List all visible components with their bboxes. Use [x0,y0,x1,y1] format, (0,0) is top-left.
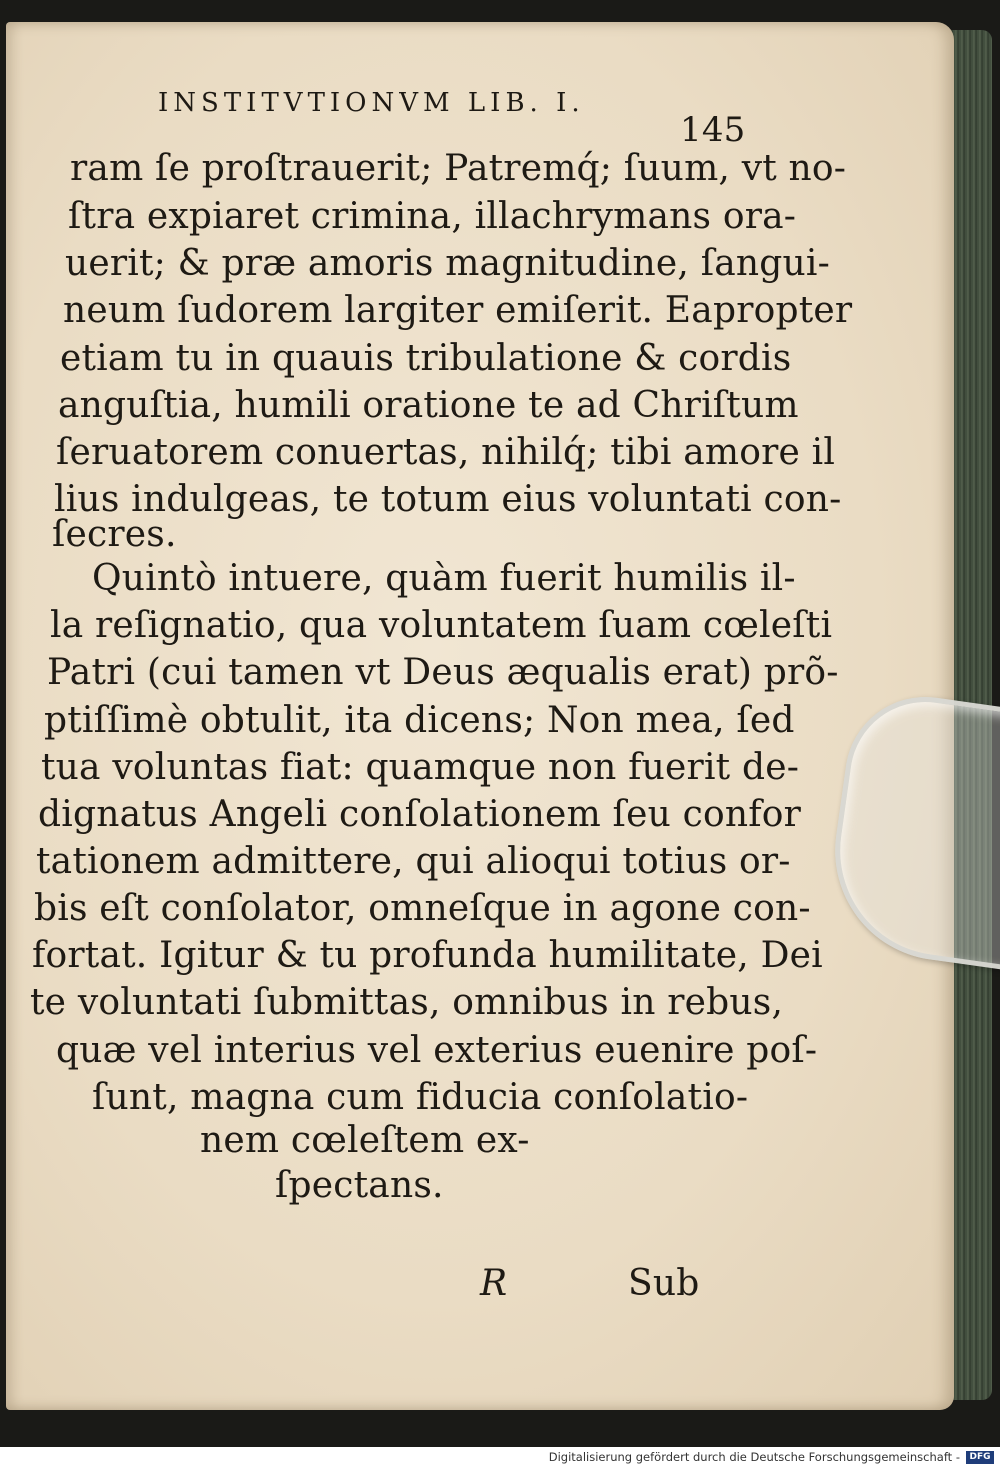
running-head: INSTITVTIONVM LIB. I. [158,88,585,118]
page-number: 145 [680,110,746,150]
text-line: Patri (cui tamen vt Deus æqualis erat) prõ- [47,652,839,693]
text-line: Quintò intuere, quàm fuerit humilis il- [92,558,796,599]
signature-mark: R [480,1263,508,1304]
catchword: Sub [628,1263,700,1304]
text-line: ram ſe proſtrauerit; Patremq́; ſuum, vt no- [70,148,847,189]
text-line: uerit; & præ amoris magnitudine, ſangui- [65,243,831,284]
text-line: lius indulgeas, te totum eius voluntati con- [54,479,842,520]
text-line: ſtra expiaret crimina, illachrymans ora- [68,196,797,237]
attribution-text: Digitalisierung gefördert durch die Deutsche Forschungsgemeinschaft - [548,1450,960,1464]
text-line: ptiſſimè obtulit, ita dicens; Non mea, ſed [44,700,795,741]
text-line: quæ vel interius vel exterius euenire poſ- [56,1030,818,1071]
text-line: nem cœleſtem ex- [200,1120,530,1161]
text-line: ſecres. [52,514,177,555]
attribution-bar [0,1447,1000,1469]
text-line: anguſtia, humili oratione te ad Chriſtum [58,385,799,426]
text-line: la reſignatio, qua voluntatem ſuam cœleſti [50,605,833,646]
text-line: fortat. Igitur & tu profunda humilitate, Dei [32,935,823,976]
text-line: ſpectans. [275,1165,444,1206]
text-line: etiam tu in quauis tribulatione & cordis [60,338,792,379]
text-line: tationem admittere, qui alioqui totius or- [36,841,791,882]
text-line: bis eſt conſolator, omneſque in agone con- [34,888,811,929]
text-line: ſeruatorem conuertas, nihilq́; tibi amore il [56,432,836,473]
text-line: ſunt, magna cum fiducia conſolatio- [92,1077,749,1118]
dfg-logo: DFG [966,1451,994,1464]
text-line: neum ſudorem largiter emiſerit. Eapropter [63,290,853,331]
text-line: dignatus Angeli conſolationem ſeu confor [38,794,802,835]
text-line: te voluntati ſubmittas, omnibus in rebus, [30,982,784,1023]
text-line: tua voluntas fiat: quamque non fuerit de- [41,747,800,788]
